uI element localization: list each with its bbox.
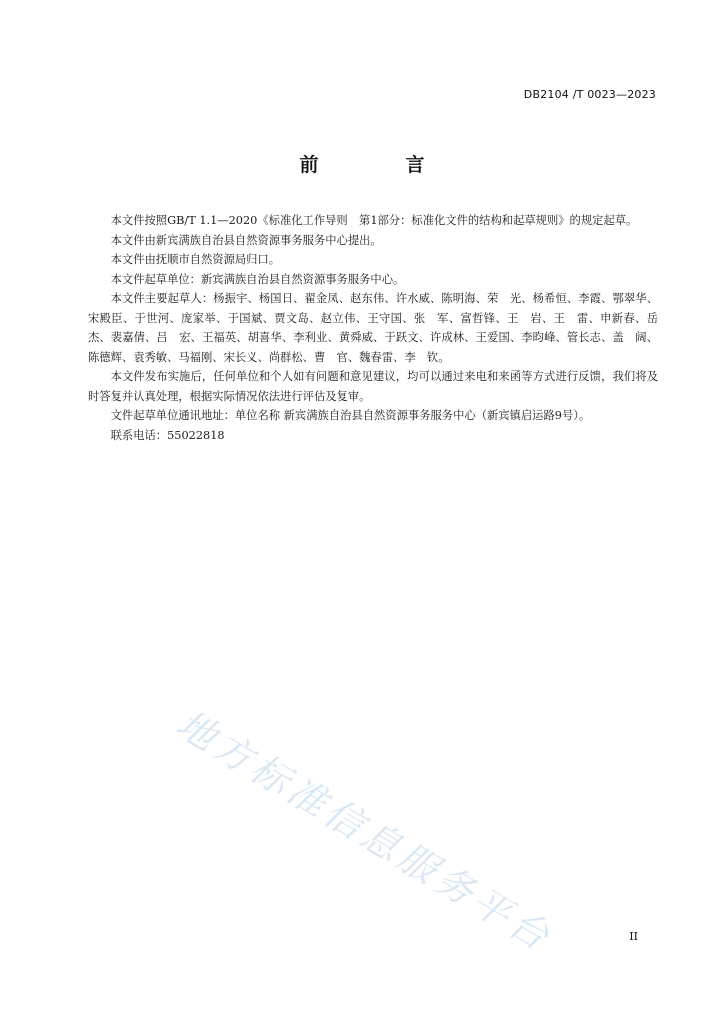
document-code: DB2104 /T 0023—2023 <box>523 88 656 101</box>
page-number: II <box>629 930 638 943</box>
foreword-body <box>88 211 670 445</box>
paragraph-drafters: 本文件主要起草人：杨振宇、杨国日、翟金凤、赵东伟、许水威、陈明海、荣 光、杨希恒、李霞、鄂翠华、宋殿臣、于世河、庞家举、于国斌、贾文岛、赵立伟、王守国、张 军、富哲锋、王 岩、王 雷、申新春、岳 杰、裴嘉倩、吕 宏、王福英、胡喜华、李利业、黄舜威、于跃文、许成林、王爱国、李昀峰、管长志、盖 阔、陈德辉、袁秀敏、马福刚、宋长义、尚群松、曹 官、魏春雷、李 钦。 <box>88 292 670 364</box>
paragraph-phone: 联系电话：55022818 <box>110 428 225 442</box>
section-title: 前 言 <box>299 154 459 176</box>
paragraph-administrator: 本文件由抚顺市自然资源局归口。 <box>110 253 281 266</box>
paragraph-drafting-unit: 本文件起草单位：新宾满族自治县自然资源事务服务中心。 <box>110 272 405 286</box>
paragraph-proposer: 本文件由新宾满族自治县自然资源事务服务中心提出。 <box>110 233 382 247</box>
watermark: 地方标准信息服务平台 <box>168 701 561 961</box>
paragraph-feedback: 本文件发布实施后，任何单位和个人如有问题和意见建议，均可以通过来电和来函等方式进行反馈，我们将及时答复并认真处理，根据实际情况依法进行评估及复审。 <box>88 370 658 403</box>
paragraph-address: 文件起草单位通讯地址：单位名称 新宾满族自治县自然资源事务服务中心（新宾镇启运路9号）。 <box>110 409 591 422</box>
paragraph-drafting-rules: 本文件按照GB/T 1.1—2020《标准化工作导则 第1部分：标准化文件的结构和起草规则》的规定起草。 <box>110 214 638 227</box>
